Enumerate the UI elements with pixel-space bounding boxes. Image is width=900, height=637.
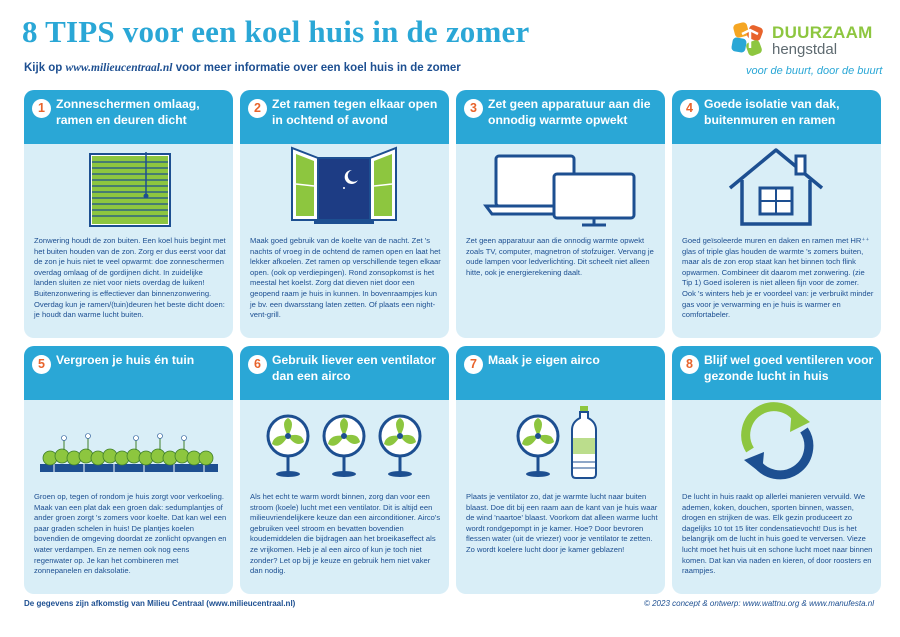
subtitle-prefix: Kijk op bbox=[24, 62, 63, 74]
tip-title: Zet ramen tegen elkaar open in ochtend of avond bbox=[272, 97, 438, 127]
tip-text: Maak goed gebruik van de koelte van de nacht. Zet 's nachts of vroeg in de ochtend de ramen open en laat het lekker afkoelen. Zet ramen op verschillende tegen elkaar open. (ook op verdiepingen). Rond zonsopkomst is het meestal het koelst. Zorg dat dieven niet door een geopend raam je huis in kunnen. In bovenraampjes kun je bv. een dwarsstang laten zetten. Of plaats een night-vent-grill. bbox=[250, 236, 441, 320]
recycle-arrows-icon bbox=[672, 400, 881, 486]
page-title: 8 TIPS voor een koel huis in de zomer bbox=[22, 14, 530, 49]
fan-icon bbox=[380, 416, 420, 477]
tip-number: 2 bbox=[248, 99, 267, 118]
tip-title: Zet geen apparatuur aan die onnodig warmte opwekt bbox=[488, 97, 651, 127]
tip-number: 1 bbox=[32, 99, 51, 118]
fan-icon bbox=[518, 416, 558, 477]
tip-card-5 bbox=[24, 346, 233, 594]
tip-card-8 bbox=[672, 346, 881, 594]
subtitle-link[interactable]: www.milieucentraal.nl bbox=[65, 62, 173, 74]
tip-card-2 bbox=[240, 90, 449, 338]
tip-card-4 bbox=[672, 90, 881, 338]
fan-bottle-icon bbox=[456, 400, 665, 486]
tip-card-header bbox=[672, 346, 881, 400]
tip-title: Maak je eigen airco bbox=[488, 353, 600, 367]
tip-text: Zonwering houdt de zon buiten. Een koel huis begint met het buiten houden van de zon. Zorg er dus eerst voor dat de zon je huis niet te veel opwarmt: doe zonneschermen overdag omlaag of de gordijnen dicht. In zuidelijke landen sluiten ze niet voor niets overdag de luiken! Buitenzonwering is effectiever dan binnenzonwering. Overdag kun je ramen/(tuin)deuren het beste dicht doen: je houdt dan warme lucht buiten. bbox=[34, 236, 226, 320]
logo-mark-icon bbox=[728, 20, 768, 62]
fans-icon bbox=[240, 400, 449, 486]
logo-tagline: voor de buurt, door de buurt bbox=[746, 65, 883, 77]
laptop-monitor-icon bbox=[456, 144, 665, 230]
tip-title: Blijf wel goed ventileren voor gezonde lucht in huis bbox=[704, 353, 874, 383]
bottle-icon bbox=[572, 406, 596, 478]
logo bbox=[728, 20, 888, 82]
tip-number: 6 bbox=[248, 355, 267, 374]
tip-title: Gebruik liever een ventilator dan een airco bbox=[272, 353, 436, 383]
tip-text: Plaats je ventilator zo, dat je warmte lucht naar buiten blaast. Doe dit bij een raam aan de kant van je huis waar de wind 'naartoe' blaast. Voorkom dat alleen warme lucht wordt rondgepompt in je kamer. Hoe? Door bevroren flessen water (uit de vriezer) voor je ventilator te zetten. Zo wordt koelere lucht door je kamer geblazen! bbox=[466, 492, 658, 554]
tip-number: 3 bbox=[464, 99, 483, 118]
tip-card-1 bbox=[24, 90, 233, 338]
tip-card-7 bbox=[456, 346, 665, 594]
open-window-night-icon bbox=[240, 144, 449, 230]
tip-card-6 bbox=[240, 346, 449, 594]
tip-title: Zonneschermen omlaag, ramen en deuren dicht bbox=[56, 97, 200, 127]
subtitle-suffix: voor meer informatie over een koel huis in de zomer bbox=[175, 62, 461, 74]
tip-number: 4 bbox=[680, 99, 699, 118]
footer-credits: © 2023 concept & ontwerp: www.wattnu.org & www.manufesta.nl bbox=[643, 599, 874, 608]
tip-card-header bbox=[456, 90, 665, 144]
tip-text: Groen op, tegen of rondom je huis zorgt voor verkoeling. Maak van een plat dak een groen dak: sedumplantjes of ander groen zorgt 's zomers voor koelte. Dat kan wel een paar graden schelen in huis! De plantjes koelen bovendien de omgeving doordat ze zonlicht opvangen en water verdampen. En ze nemen ook nog eens regenwater op. Je kan het combineren met zonnepanelen en daksolatie. bbox=[34, 492, 227, 576]
tip-title: Goede isolatie van dak, buitenmuren en ramen bbox=[704, 97, 840, 127]
footer-source: De gegevens zijn afkomstig van Milieu Centraal (www.milieucentraal.nl) bbox=[24, 599, 296, 608]
tip-card-header bbox=[240, 346, 449, 400]
tip-text: Als het echt te warm wordt binnen, zorg dan voor een stroom (koele) lucht met een ventilator. Dit is altijd een milieuvriendelijkere keuze dan een airconditioner. Airco's gebruiken veel stroom en bevatten bovendien koudemiddelen die bijdragen aan het broeikaseffect als ze vrijkomen. Heb je al een airco of kun je toch niet zonder? Let op bij je keuze en gebruik hem niet vaker dan nodig. bbox=[250, 492, 441, 576]
tip-card-header bbox=[24, 90, 233, 144]
logo-name-top: DUURZAAM bbox=[772, 23, 873, 42]
tip-number: 5 bbox=[32, 355, 51, 374]
tip-card-header bbox=[24, 346, 233, 400]
tip-card-3 bbox=[456, 90, 665, 338]
tip-card-header bbox=[456, 346, 665, 400]
fan-icon bbox=[324, 416, 364, 477]
tip-card-header bbox=[672, 90, 881, 144]
tip-card-header bbox=[240, 90, 449, 144]
page-subtitle bbox=[24, 62, 461, 74]
tip-title: Vergroen je huis én tuin bbox=[56, 353, 195, 367]
tip-text: De lucht in huis raakt op allerlei manieren vervuild. We ademen, koken, douchen, sporten binnen, wassen, drogen en strijken de was. Elk gezin produceert zo dagelijks 10 tot 15 liter condensatievocht! Dus is het belangrijk om de lucht in huis goed te verversen. Vieze lucht moet het huis uit en schone lucht moet naar binnen komen. Dat kan via naden en kieren, of door roosters en raampjes. bbox=[682, 492, 873, 576]
house-icon bbox=[672, 144, 881, 230]
tip-number: 7 bbox=[464, 355, 483, 374]
fan-icon bbox=[268, 416, 308, 477]
tip-text: Goed geïsoleerde muren en daken en ramen met HR⁺⁺ glas of triple glas houden de warmte 's zomers buiten, maar als de zon erop staat kan het binnen toch flink opwarmen. Combineer dit daarom met zonwering. (zie Tip 1) Goed isoleren is niet alleen fijn voor de zomer. Ook 's winters heb je er voordeel van: je verbruikt minder gas voor je verwarming en je huis is warmer en comfortabeler. bbox=[682, 236, 874, 320]
logo-name-bottom: hengstdal bbox=[772, 41, 838, 58]
green-roof-icon bbox=[24, 400, 233, 486]
tip-number: 8 bbox=[680, 355, 699, 374]
blinds-window-icon bbox=[24, 144, 233, 230]
tip-text: Zet geen apparatuur aan die onnodig warmte opwekt zoals TV, computer, magnetron of stofzuiger. Vervang je oude lampen voor ledverlichting. Dit scheelt niet alleen hitte, ook je energierekening daalt. bbox=[466, 236, 654, 277]
